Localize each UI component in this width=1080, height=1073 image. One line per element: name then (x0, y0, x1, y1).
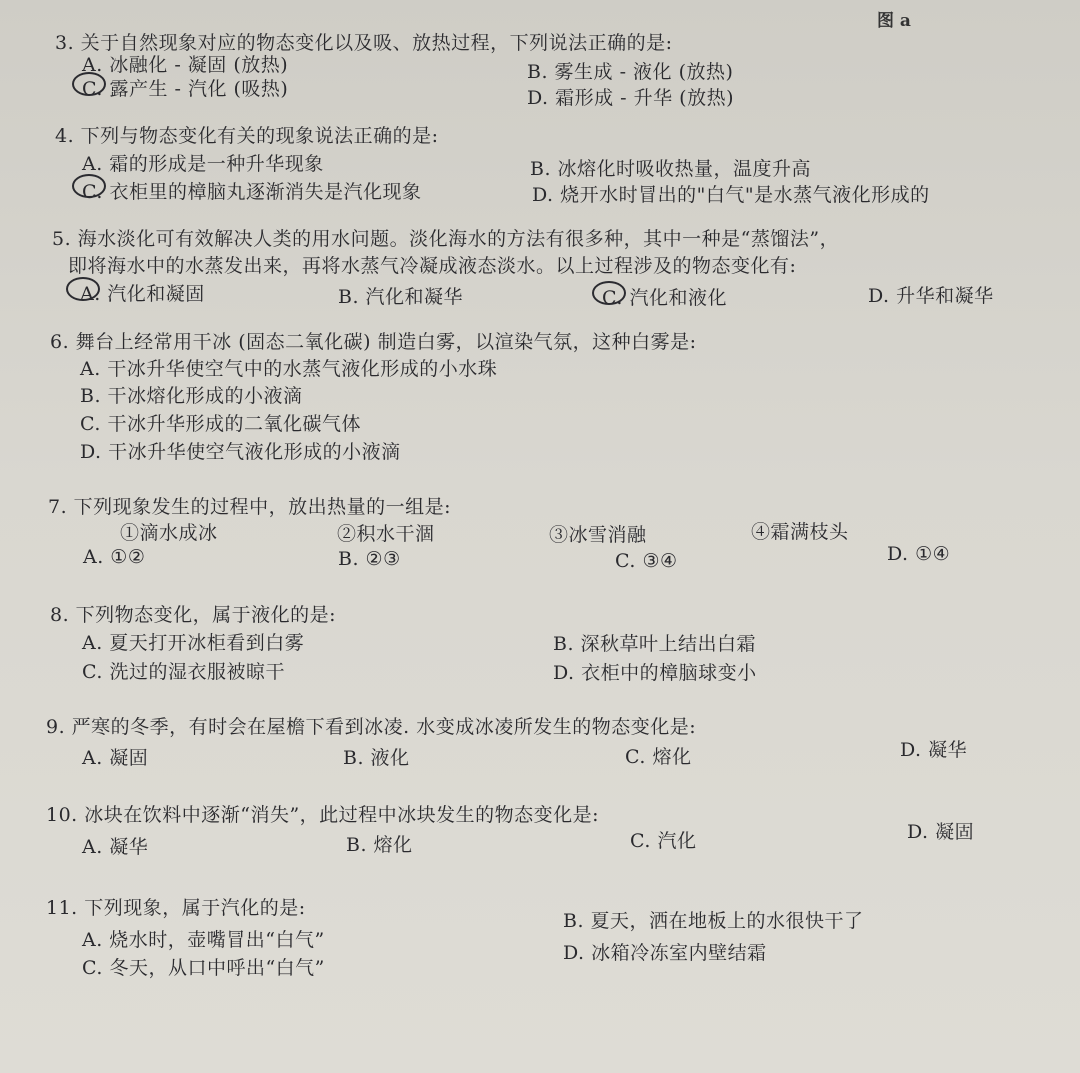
option-d: D. 冰箱冷冻室内壁结霜 (563, 942, 767, 964)
option-b: B. ②③ (338, 548, 401, 570)
option-b: B. 夏天，洒在地板上的水很快干了 (563, 910, 864, 932)
option-a: A. 干冰升华使空气中的水蒸气液化形成的小水珠 (80, 358, 498, 380)
option-a: A. ①② (83, 546, 146, 568)
item-4: ④霜满枝头 (751, 521, 849, 543)
option-b: B. 汽化和凝华 (338, 286, 464, 308)
option-a: A. 夏天打开冰柜看到白雾 (82, 632, 305, 654)
option-b: B. 干冰熔化形成的小液滴 (80, 385, 303, 407)
option-a: A. 汽化和凝固 (80, 283, 205, 305)
option-d: D. 烧开水时冒出的"白气"是水蒸气液化形成的 (532, 184, 930, 206)
question-stem: 7. 下列现象发生的过程中，放出热量的一组是: (48, 496, 452, 518)
option-c: C. 衣柜里的樟脑丸逐渐消失是汽化现象 (82, 181, 422, 203)
question-stem-line1: 5. 海水淡化可有效解决人类的用水问题。淡化海水的方法有很多种，其中一种是“蒸馏法”， (52, 228, 840, 250)
question-stem: 6. 舞台上经常用干冰 (固态二氧化碳) 制造白雾，以渲染气氛，这种白雾是: (50, 331, 697, 353)
item-2: ②积水干涸 (337, 523, 435, 545)
option-c: C. 干冰升华形成的二氧化碳气体 (80, 413, 361, 435)
item-3: ③冰雪消融 (549, 524, 647, 546)
option-c: C. 熔化 (625, 746, 692, 768)
option-d: D. 衣柜中的樟脑球变小 (553, 662, 757, 684)
circle-mark (72, 174, 106, 198)
option-c: C. ③④ (615, 550, 678, 572)
option-c: C. 露产生 - 汽化 (吸热) (82, 78, 289, 100)
option-b: B. 液化 (343, 747, 410, 769)
question-stem: 4. 下列与物态变化有关的现象说法正确的是: (55, 125, 439, 147)
question-stem: 10. 冰块在饮料中逐渐“消失”，此过程中冰块发生的物态变化是: (46, 804, 600, 826)
option-d: D. 凝固 (907, 821, 975, 843)
item-1: ①滴水成冰 (120, 522, 218, 544)
circle-mark (66, 277, 100, 301)
circle-mark (592, 281, 626, 305)
option-c: C. 汽化 (630, 830, 697, 852)
question-stem: 11. 下列现象，属于汽化的是: (46, 897, 306, 919)
option-a: A. 凝华 (82, 836, 149, 858)
option-a: A. 霜的形成是一种升华现象 (82, 153, 324, 175)
option-d: D. ①④ (887, 543, 951, 565)
option-c: C. 洗过的湿衣服被晾干 (82, 661, 285, 683)
option-b: B. 雾生成 - 液化 (放热) (527, 61, 734, 83)
option-d: D. 凝华 (900, 739, 968, 761)
option-d: D. 干冰升华使空气液化形成的小液滴 (80, 441, 401, 463)
figure-label: 图 a (877, 11, 911, 31)
option-c: C. 冬天，从口中呼出“白气” (82, 957, 325, 979)
option-d: D. 升华和凝华 (868, 285, 994, 307)
option-d: D. 霜形成 - 升华 (放热) (527, 87, 734, 109)
option-b: B. 深秋草叶上结出白霜 (553, 633, 757, 655)
question-stem-line2: 即将海水中的水蒸发出来，再将水蒸气冷凝成液态淡水。以上过程涉及的物态变化有: (68, 255, 797, 277)
option-a: A. 凝固 (82, 747, 149, 769)
option-b: B. 熔化 (346, 834, 413, 856)
option-c: C. 汽化和液化 (602, 287, 727, 309)
question-stem: 8. 下列物态变化，属于液化的是: (50, 604, 337, 626)
option-a: A. 冰融化 - 凝固 (放热) (82, 54, 289, 76)
question-stem: 3. 关于自然现象对应的物态变化以及吸、放热过程，下列说法正确的是: (55, 32, 673, 54)
question-stem: 9. 严寒的冬季，有时会在屋檐下看到冰凌. 水变成冰凌所发生的物态变化是: (46, 716, 697, 738)
circle-mark (72, 72, 106, 96)
option-a: A. 烧水时，壶嘴冒出“白气” (82, 929, 325, 951)
option-b: B. 冰熔化时吸收热量，温度升高 (530, 158, 812, 180)
